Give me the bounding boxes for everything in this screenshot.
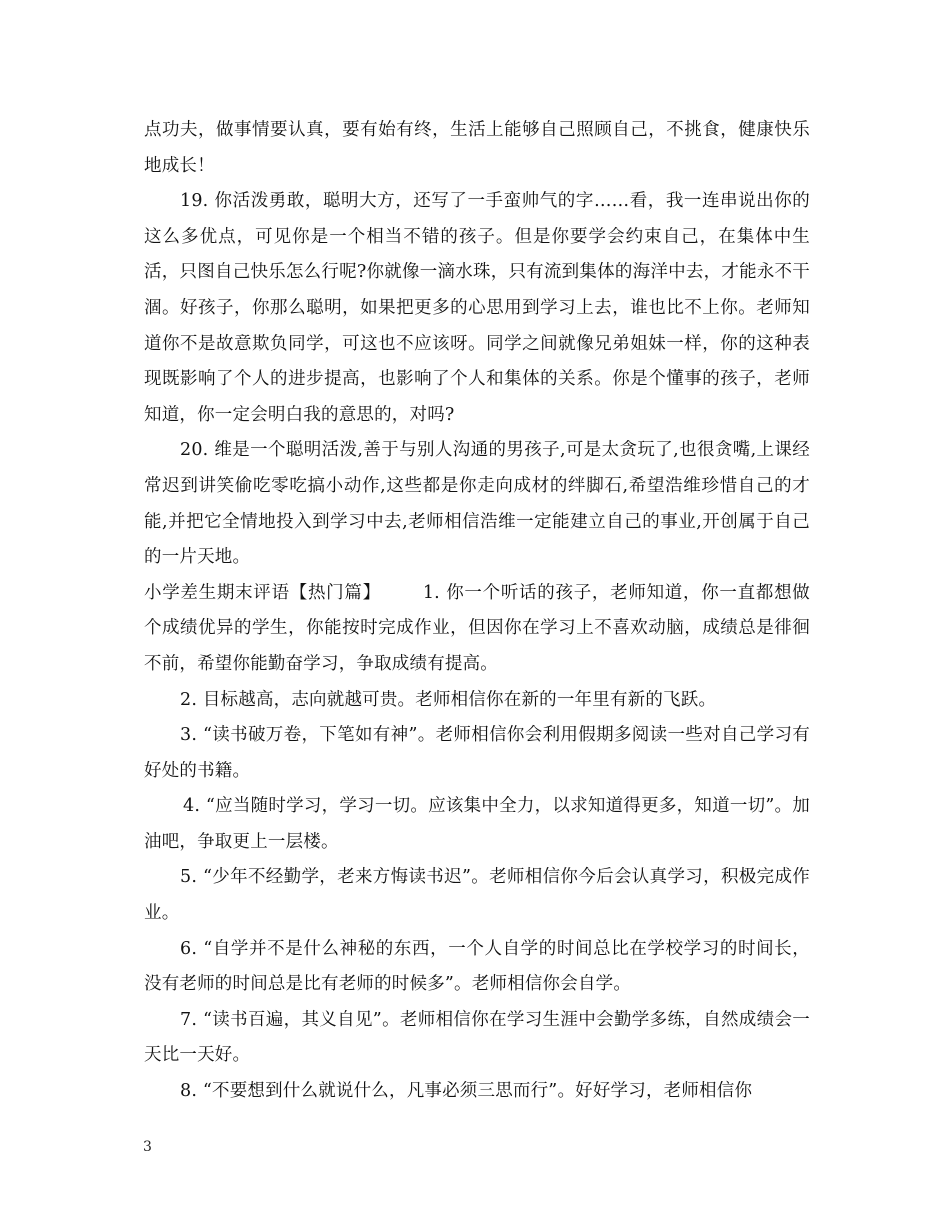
paragraph-comment-2: 2. 目标越高，志向就越可贵。老师相信你在新的一年里有新的飞跃。 (180, 689, 717, 710)
paragraph-comment-20: 20. 维是一个聪明活泼,善于与别人沟通的男孩子,可是太贪玩了,也很贪嘴,上课经常迟到讲笑偷吃零吃搞小动作,这些都是你走向成材的绊脚石,希望浩维珍惜自己的才能,并把它全情地投入到学习中去,老师相信浩维一定能建立自己的事业,开创属于自己的一片天地。 (144, 440, 810, 568)
paragraph-comment-19: 19. 你活泼勇敢，聪明大方，还写了一手蛮帅气的字……看，我一连串说出你的这么多优点，可见你是一个相当不错的孩子。但是你要学会约束自己，在集体中生活，只图自己快乐怎么行呢?你就像一滴水珠，只有流到集体的海洋中去，才能永不干涸。好孩子，你那么聪明，如果把更多的心思用到学习上去，谁也比不上你。老师知道你不是故意欺负同学，可这也不应该呀。同学之间就像兄弟姐妹一样，你的这种表现既影响了个人的进步提高，也影响了个人和集体的关系。你是个懂事的孩子，老师知道，你一定会明白我的意思的，对吗? (144, 191, 810, 425)
paragraph-comment-3: 3. “读书破万卷，下笔如有神”。老师相信你会利用假期多阅读一些对自己学习有好处的书籍。 (144, 725, 810, 781)
paragraph-comment-5: 5. “少年不经勤学，老来方悔读书迟”。老师相信你今后会认真学习，积极完成作业。 (144, 867, 810, 924)
paragraph-comment-8: 8. “不要想到什么就说什么，凡事必须三思而行”。好好学习，老师相信你 (180, 1081, 753, 1102)
paragraph-comment-7: 7. “读书百遍，其义自见”。老师相信你在学习生涯中会勤学多练，自然成绩会一天比一天好。 (144, 1009, 810, 1066)
comment-1-text: 1. 你一个听话的孩子，老师知道，你一直都想做个成绩优异的学生，你能按时完成作业，但因你在学习上不喜欢动脑，成绩总是徘徊不前，希望你能勤奋学习，争取成绩有提高。 (144, 582, 810, 674)
paragraph-comment-6: 6. “自学并不是什么神秘的东西，一个人自学的时间总比在学校学习的时间长，没有老师的时间总是比有老师的时候多”。老师相信你会自学。 (144, 938, 810, 995)
paragraph-continued: 点功夫，做事情要认真，要有始有终，生活上能够自己照顾自己，不挑食，健康快乐地成长！ (144, 120, 810, 176)
document-body (144, 113, 810, 1110)
paragraph-comment-4: 4. “应当随时学习，学习一切。应该集中全力，以求知道得更多，知道一切”。加油吧，争取更上一层楼。 (144, 796, 810, 852)
section-heading-paragraph (144, 576, 810, 683)
section-heading: 小学差生期末评语【热门篇】 (144, 582, 381, 603)
page-number: 3 (143, 1139, 152, 1155)
